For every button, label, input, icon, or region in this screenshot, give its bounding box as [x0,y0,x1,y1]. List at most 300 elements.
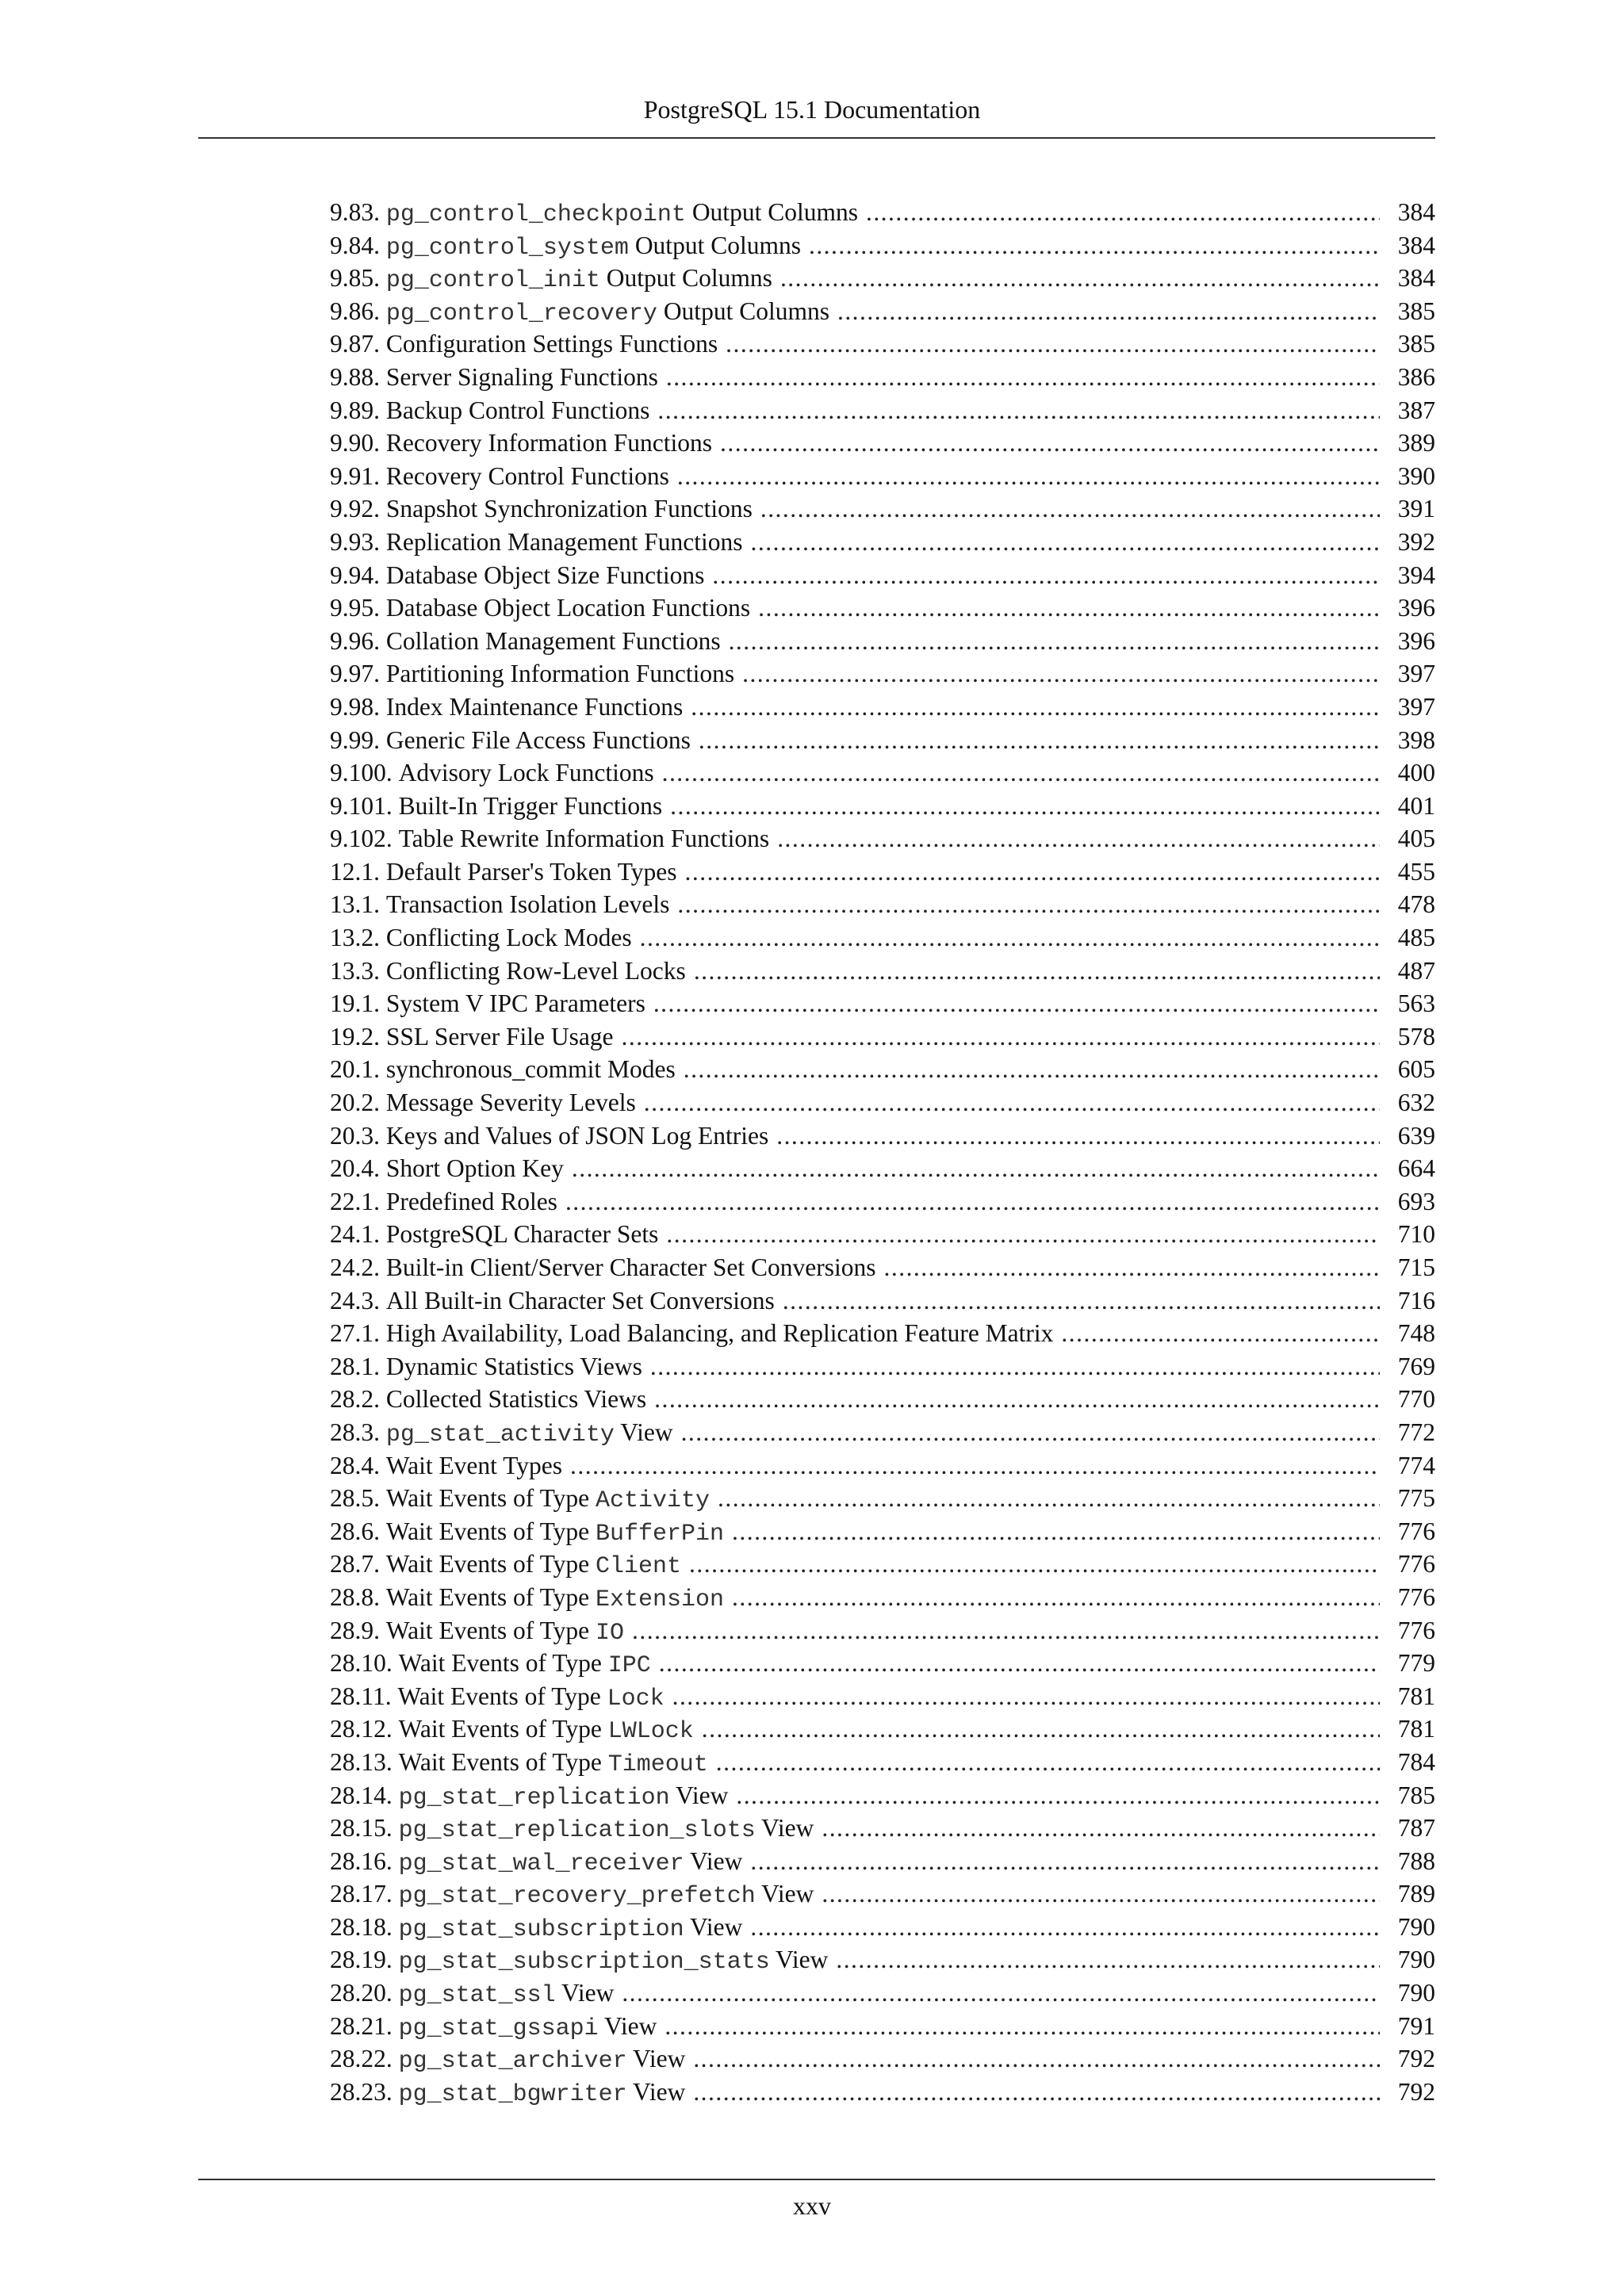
toc-entry-title [386,724,691,757]
toc-entry[interactable] [330,1712,1435,1746]
toc-entry[interactable] [330,888,1435,921]
toc-leader-dots [809,229,1380,262]
toc-leader-dots [622,1976,1380,2010]
toc-leader-dots [670,790,1380,823]
toc-leader-dots [685,855,1380,889]
toc-entry-number: 28.5. [330,1484,380,1513]
toc-entry-title [397,1680,664,1713]
toc-entry-title [386,1416,673,1449]
toc-entry-page-number: 563 [1397,989,1435,1018]
toc-entry-number: 24.1. [330,1220,380,1249]
toc-entry-page-number: 384 [1397,231,1435,259]
toc-entry[interactable] [330,1680,1435,1713]
toc-entry-number: 24.2. [330,1253,380,1281]
toc-entry-page-number: 386 [1397,362,1435,391]
toc-entry-title-suffix: View [598,2011,657,2040]
toc-entry[interactable] [330,1350,1435,1383]
toc-entry-page-number: 397 [1397,660,1435,688]
toc-entry-title [386,196,858,229]
toc-entry-code: pg_control_system [385,234,629,262]
toc-entry-title-text: Collation Management Functions [385,626,721,655]
toc-entry-title-suffix: View [614,1418,673,1446]
toc-entry-title [386,1119,768,1153]
toc-entry-title-suffix: Output Columns [685,198,858,226]
toc-entry[interactable] [330,1218,1435,1251]
toc-leader-dots [644,1086,1380,1119]
toc-entry[interactable] [330,559,1435,592]
toc-entry-title-text: Database Object Size Functions [385,561,705,589]
toc-entry-number: 13.3. [330,956,380,985]
toc-entry[interactable] [330,1779,1435,1812]
toc-entry-page-number: 400 [1397,759,1435,787]
toc-entry[interactable] [330,1482,1435,1515]
toc-entry-page-number: 693 [1397,1187,1435,1215]
toc-entry-number: 9.90. [330,429,380,457]
toc-entry-code: IO [596,1619,625,1647]
toc-entry-number: 28.17. [330,1880,393,1908]
toc-entry-title [386,1449,562,1483]
toc-entry-title-suffix: View [769,1946,829,1974]
toc-entry-title [386,492,753,526]
toc-entry-number: 9.84. [330,231,380,259]
toc-entry-page-number: 791 [1397,2011,1435,2040]
toc-leader-dots [677,460,1380,493]
toc-entry[interactable] [330,262,1435,295]
toc-entry-page-number: 387 [1397,396,1435,424]
toc-entry[interactable] [330,987,1435,1020]
toc-entry[interactable] [330,492,1435,526]
toc-leader-dots [884,1251,1380,1284]
toc-entry-number: 20.3. [330,1121,380,1150]
toc-entry-title-text: Recovery Control Functions [385,461,669,490]
toc-entry-code: BufferPin [596,1520,725,1548]
toc-entry-title-text: Wait Events of Type [385,1616,596,1644]
toc-entry-title [399,2042,686,2076]
toc-entry-number: 9.101. [330,791,393,820]
toc-entry-number: 9.92. [330,495,380,523]
toc-entry-title-suffix: View [626,2077,686,2106]
toc-entry-page-number: 776 [1397,1550,1435,1578]
toc-entry-title [386,394,650,427]
toc-entry-title-text: PostgreSQL Character Sets [385,1220,659,1249]
toc-entry-title-suffix: Output Columns [657,297,829,325]
table-of-contents-list [330,196,1435,2108]
toc-entry-code: pg_stat_replication [398,1784,670,1812]
toc-entry-number: 19.1. [330,989,380,1018]
toc-entry[interactable] [330,1251,1435,1284]
toc-entry-page-number: 394 [1397,561,1435,589]
toc-entry-code: pg_stat_subscription_stats [398,1949,770,1976]
toc-entry-page-number: 384 [1397,198,1435,226]
toc-entry[interactable] [330,1317,1435,1350]
toc-entry-page-number: 398 [1397,725,1435,754]
toc-entry[interactable] [330,1812,1435,1845]
toc-entry[interactable] [330,921,1435,955]
toc-entry-title-text: Transaction Isolation Levels [385,890,670,919]
toc-entry-number: 24.3. [330,1286,380,1314]
toc-entry[interactable] [330,361,1435,394]
toc-entry-number: 9.100. [330,759,393,787]
toc-entry-number: 28.2. [330,1385,380,1414]
toc-leader-dots [866,196,1380,229]
toc-entry-page-number: 769 [1397,1352,1435,1380]
toc-entry-title [399,756,654,790]
toc-entry-title [399,1877,814,1911]
toc-entry-number: 9.99. [330,725,380,754]
toc-entry[interactable] [330,1020,1435,1054]
toc-entry-title [399,2076,686,2109]
toc-entry[interactable] [330,1647,1435,1680]
toc-entry-code: pg_stat_gssapi [398,2015,599,2042]
toc-entry-code: pg_control_checkpoint [385,201,686,228]
toc-leader-dots [689,1548,1380,1581]
toc-entry-page-number: 784 [1397,1747,1435,1776]
toc-entry-title [386,327,718,361]
toc-entry-number: 13.1. [330,890,380,919]
toc-entry-page-number: 781 [1397,1715,1435,1743]
toc-entry-number: 28.6. [330,1517,380,1545]
toc-entry[interactable] [330,460,1435,493]
toc-entry[interactable] [330,1053,1435,1086]
toc-leader-dots [777,822,1380,855]
toc-entry-page-number: 396 [1397,626,1435,655]
toc-leader-dots [570,1449,1380,1483]
toc-entry-number: 28.4. [330,1451,380,1479]
toc-entry-title [386,1383,646,1416]
toc-entry[interactable] [330,1416,1435,1449]
toc-entry-title-text: Advisory Lock Functions [398,759,654,787]
toc-entry-title [386,526,743,559]
toc-entry-page-number: 774 [1397,1451,1435,1479]
toc-entry-number: 22.1. [330,1187,380,1215]
toc-entry[interactable] [330,1515,1435,1548]
toc-entry[interactable] [330,855,1435,889]
toc-leader-dots [677,888,1380,921]
toc-entry-title [399,2010,657,2043]
toc-leader-dots [780,262,1380,295]
toc-entry-title [399,1746,708,1779]
toc-entry-title [386,691,683,724]
toc-entry-title [386,361,658,394]
page-number: xxv [793,2191,831,2220]
toc-entry[interactable] [330,955,1435,988]
toc-entry-number: 20.4. [330,1154,380,1183]
toc-leader-dots [750,1911,1380,1944]
toc-entry-number: 28.1. [330,1352,380,1380]
toc-leader-dots [729,625,1380,658]
toc-entry-number: 20.1. [330,1055,380,1084]
toc-entry-title-text: Generic File Access Functions [385,725,691,754]
toc-entry-page-number: 389 [1397,429,1435,457]
toc-entry-page-number: 748 [1397,1319,1435,1348]
toc-entry-title [386,262,772,295]
toc-entry[interactable] [330,2076,1435,2109]
toc-entry-title [386,625,721,658]
toc-entry-title-text: synchronous_commit Modes [385,1055,676,1084]
toc-leader-dots [699,724,1380,757]
toc-leader-dots [732,1581,1380,1614]
toc-entry-number: 9.102. [330,825,393,853]
toc-entry-number: 9.85. [330,264,380,293]
toc-entry-page-number: 478 [1397,890,1435,919]
toc-entry[interactable] [330,591,1435,625]
toc-entry-number: 28.19. [330,1946,393,1974]
toc-entry-page-number: 792 [1397,2045,1435,2073]
toc-entry[interactable] [330,1086,1435,1119]
toc-entry-title-text: Table Rewrite Information Functions [398,825,770,853]
toc-entry-title [386,295,829,328]
toc-entry[interactable] [330,1152,1435,1185]
toc-entry[interactable] [330,2042,1435,2076]
toc-entry[interactable] [330,1877,1435,1911]
toc-entry-title-suffix: Output Columns [599,264,772,293]
toc-entry[interactable] [330,1581,1435,1614]
toc-entry-number: 9.93. [330,527,380,556]
toc-entry-title-text: High Availability, Load Balancing, and Replication Feature Matrix [385,1319,1054,1348]
toc-entry-title [386,921,632,955]
toc-entry-title [386,1614,624,1647]
toc-entry-title-text: Wait Events of Type [385,1582,596,1611]
toc-entry-page-number: 385 [1397,297,1435,325]
toc-leader-dots [666,361,1380,394]
toc-leader-dots [736,1779,1380,1812]
toc-entry-number: 9.88. [330,362,380,391]
toc-leader-dots [657,394,1380,427]
toc-entry-number: 9.86. [330,297,380,325]
toc-entry-page-number: 485 [1397,924,1435,952]
toc-leader-dots [758,591,1380,625]
toc-entry-number: 19.2. [330,1022,380,1050]
toc-leader-dots [702,1712,1380,1746]
toc-leader-dots [693,2042,1380,2076]
toc-entry-title [386,987,645,1020]
toc-entry-title [399,822,770,855]
toc-entry-number: 28.12. [330,1715,393,1743]
toc-entry-number: 28.10. [330,1649,393,1678]
toc-entry-number: 28.20. [330,1979,393,2007]
toc-entry-code: Client [596,1553,682,1581]
toc-entry-title [399,1845,743,1878]
toc-entry-code: pg_stat_wal_receiver [398,1850,684,1877]
toc-leader-dots [665,2010,1380,2043]
toc-leader-dots [666,1218,1380,1251]
toc-entry-title-text: Built-in Client/Server Character Set Conversions [385,1253,876,1281]
toc-entry-title [386,591,750,625]
toc-entry[interactable] [330,691,1435,724]
toc-entry-number: 28.9. [330,1616,380,1644]
toc-entry-title [386,888,670,921]
toc-entry-title-text: Database Object Location Functions [385,594,751,622]
toc-entry-title-suffix: View [669,1781,729,1809]
toc-leader-dots [742,657,1380,691]
toc-entry-number: 9.83. [330,198,380,226]
toc-entry-number: 9.96. [330,626,380,655]
toc-entry-page-number: 405 [1397,825,1435,853]
toc-entry-title [386,1350,642,1383]
toc-entry-title-suffix: View [755,1880,814,1908]
toc-entry-page-number: 776 [1397,1582,1435,1611]
toc-entry-page-number: 772 [1397,1418,1435,1446]
toc-entry-title-text: Wait Events of Type [385,1484,596,1513]
toc-entry-code: pg_stat_replication_slots [398,1817,756,1845]
toc-entry-title-text: Wait Events of Type [398,1747,608,1776]
toc-leader-dots [718,1482,1380,1515]
toc-leader-dots [822,1812,1380,1845]
toc-entry-title-text: Wait Event Types [385,1451,563,1479]
toc-entry[interactable] [330,196,1435,229]
toc-entry-title-text: Keys and Values of JSON Log Entries [385,1121,769,1150]
toc-entry[interactable] [330,1449,1435,1483]
toc-leader-dots [732,1515,1380,1548]
toc-entry-number: 13.2. [330,924,380,952]
toc-leader-dots [681,1416,1380,1449]
toc-leader-dots [712,559,1380,592]
toc-entry-page-number: 385 [1397,330,1435,358]
toc-entry[interactable] [330,1119,1435,1153]
toc-entry[interactable] [330,295,1435,328]
toc-entry[interactable] [330,1383,1435,1416]
toc-entry[interactable] [330,394,1435,427]
toc-entry-title [386,657,734,691]
toc-entry-code: Extension [596,1586,725,1613]
toc-entry[interactable] [330,427,1435,460]
toc-entry-page-number: 789 [1397,1880,1435,1908]
toc-leader-dots [622,1020,1380,1054]
toc-entry[interactable] [330,724,1435,757]
toc-entry[interactable] [330,1746,1435,1779]
toc-leader-dots [650,1350,1380,1383]
toc-entry-number: 28.11. [330,1682,392,1710]
toc-leader-dots [672,1680,1380,1713]
toc-entry[interactable] [330,756,1435,790]
toc-entry-title-text: Conflicting Row-Level Locks [385,956,686,985]
toc-entry-number: 27.1. [330,1319,380,1348]
toc-leader-dots [726,327,1380,361]
toc-entry-title-text: Default Parser's Token Types [385,857,677,886]
toc-entry-number: 28.21. [330,2011,393,2040]
toc-entry-page-number: 632 [1397,1089,1435,1117]
toc-leader-dots [750,1845,1380,1878]
toc-entry-number: 9.87. [330,330,380,358]
footer-rule [198,2179,1435,2180]
toc-entry-code: LWLock [607,1718,694,1746]
toc-entry-title-text: Wait Events of Type [398,1649,608,1678]
toc-entry-title-text: Backup Control Functions [385,396,650,424]
toc-entry-number: 28.13. [330,1747,393,1776]
toc-entry-code: Activity [596,1487,710,1515]
header-rule [198,137,1435,139]
toc-entry-title [386,955,686,988]
toc-entry-page-number: 776 [1397,1517,1435,1545]
toc-entry-title-text: Index Maintenance Functions [385,692,684,721]
toc-entry-number: 9.89. [330,396,380,424]
toc-entry[interactable] [330,1976,1435,2010]
toc-entry-title [386,1020,614,1054]
toc-entry[interactable] [330,1185,1435,1219]
toc-entry-title-text: Configuration Settings Functions [385,330,718,358]
toc-entry-number: 12.1. [330,857,380,886]
toc-entry[interactable] [330,229,1435,262]
toc-entry-page-number: 605 [1397,1055,1435,1084]
toc-entry[interactable] [330,327,1435,361]
toc-entry-title [386,460,669,493]
toc-entry-title [386,427,712,460]
toc-entry-title [386,855,677,889]
toc-leader-dots [640,921,1380,955]
toc-entry[interactable] [330,1614,1435,1647]
toc-entry-title-text: Snapshot Synchronization Functions [385,495,753,523]
toc-leader-dots [776,1119,1380,1153]
toc-leader-dots [662,756,1380,790]
toc-entry-page-number: 455 [1397,857,1435,886]
toc-entry-page-number: 664 [1397,1154,1435,1183]
toc-entry-title [399,790,663,823]
toc-entry-title [399,1812,814,1845]
toc-entry-page-number: 788 [1397,1846,1435,1875]
toc-entry[interactable] [330,625,1435,658]
toc-entry-code: pg_control_recovery [385,300,657,327]
toc-entry-title [386,1185,557,1219]
toc-entry[interactable] [330,657,1435,691]
toc-entry[interactable] [330,822,1435,855]
toc-entry-page-number: 384 [1397,264,1435,293]
toc-entry-title [399,1976,615,2010]
toc-entry-title-text: Message Severity Levels [385,1089,636,1117]
toc-leader-dots [654,1383,1380,1416]
toc-entry-title [386,1284,775,1318]
toc-entry-title-text: Collected Statistics Views [385,1385,647,1414]
toc-entry-title-suffix: View [755,1814,814,1843]
toc-entry-title-text: Wait Events of Type [385,1550,596,1578]
toc-entry[interactable] [330,1911,1435,1944]
toc-entry-number: 28.23. [330,2077,393,2106]
toc-leader-dots [720,427,1380,460]
toc-entry[interactable] [330,2010,1435,2043]
toc-entry-page-number: 397 [1397,692,1435,721]
toc-leader-dots [691,691,1380,724]
toc-entry[interactable] [330,1284,1435,1318]
toc-entry[interactable] [330,790,1435,823]
toc-entry-title-text: Built-In Trigger Functions [398,791,663,820]
toc-entry[interactable] [330,1548,1435,1581]
toc-entry-page-number: 785 [1397,1781,1435,1809]
toc-entry-page-number: 790 [1397,1946,1435,1974]
toc-entry-title-suffix: View [626,2045,686,2073]
toc-entry-number: 28.3. [330,1418,380,1446]
toc-leader-dots [760,492,1380,526]
toc-entry-page-number: 396 [1397,594,1435,622]
toc-entry-page-number: 779 [1397,1649,1435,1678]
toc-entry-title-text: All Built-in Character Set Conversions [385,1286,775,1314]
toc-entry[interactable] [330,526,1435,559]
toc-entry-page-number: 776 [1397,1616,1435,1644]
toc-leader-dots [694,955,1380,988]
toc-entry-page-number: 487 [1397,956,1435,985]
toc-leader-dots [693,2076,1380,2109]
toc-entry-page-number: 790 [1397,1979,1435,2007]
toc-entry-code: pg_stat_archiver [398,2048,627,2076]
toc-leader-dots [565,1185,1380,1219]
toc-entry-page-number: 401 [1397,791,1435,820]
toc-entry[interactable] [330,1943,1435,1976]
toc-entry-title-text: Replication Management Functions [385,527,743,556]
toc-leader-dots [572,1152,1380,1185]
toc-entry-page-number: 390 [1397,461,1435,490]
toc-entry-title-suffix: View [684,1846,743,1875]
toc-entry-title-text: Short Option Key [385,1154,564,1183]
toc-entry-number: 9.94. [330,561,380,589]
toc-entry[interactable] [330,1845,1435,1878]
